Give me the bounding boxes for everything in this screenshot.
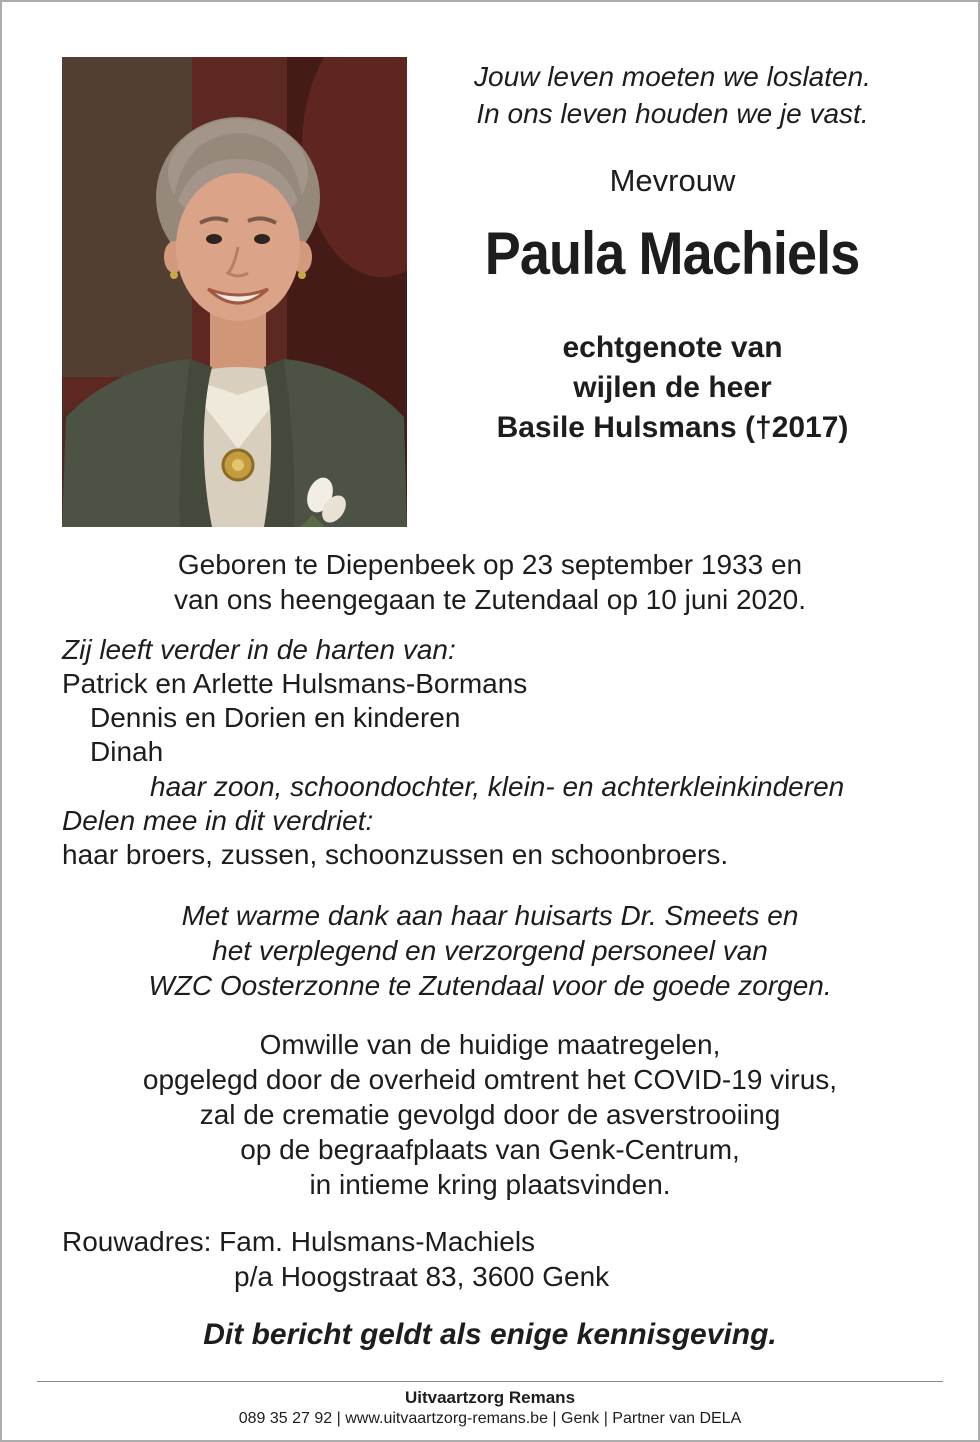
family-section [62,633,938,872]
address-line-1: Rouwadres: Fam. Hulsmans-Machiels [62,1226,536,1258]
thanks-line-3: WZC Oosterzonne te Zutendaal voor de goede zorgen. [148,970,832,1002]
covid-line-3: zal de crematie gevolgd door de asverstrooiing [199,1099,781,1131]
mourning-address [62,1224,938,1294]
footer [37,1381,943,1428]
covid-line-5: in intieme kring plaatsvinden. [309,1169,671,1201]
portrait-illustration [62,57,407,527]
closing-statement: Dit bericht geldt als enige kennisgeving. [203,1318,777,1352]
family-line-2: Dennis en Dorien en kinderen [90,702,461,734]
spouse-line-3: Basile Hulsmans (†2017) [496,410,849,444]
funeral-home-name: Uitvaartzorg Remans [404,1388,576,1407]
spouse-line-1: echtgenote van [562,330,783,364]
thanks-line-2: het verplegend en verzorgend personeel van [212,935,768,967]
spouse-block [407,328,938,448]
thanks-line-1: Met warme dank aan haar huisarts Dr. Smeets en [181,900,799,932]
family-line-3: Dinah [90,736,164,768]
covid-line-2: opgelegd door de overheid omtrent het COVID-19 virus, [142,1064,838,1096]
deceased-name [407,219,938,288]
deceased-name-text: Paula Machiels [485,219,860,287]
epigraph [407,59,938,133]
life-dates [42,547,938,617]
epigraph-line-2: In ons leven houden we je vast. [476,97,869,129]
epigraph-line-1: Jouw leven moeten we loslaten. [474,61,871,92]
family-line-1: Patrick en Arlette Hulsmans-Bormans [62,668,528,700]
covid-notice [42,1027,938,1202]
grief-line: haar broers, zussen, schoonzussen en schoonbroers. [62,838,729,870]
covid-line-4: op de begraafplaats van Genk-Centrum, [240,1134,740,1166]
portrait-photo [62,57,407,527]
grief-intro: Delen mee in dit verdriet: [62,804,374,836]
funeral-home-contact: 089 35 27 92 | www.uitvaartzorg-remans.be | Genk | Partner van DELA [238,1410,742,1427]
header-text-column [407,57,938,527]
address-line-2: p/a Hoogstraat 83, 3600 Genk [234,1261,610,1293]
life-line-2: van ons heengegaan te Zutendaal op 10 juni 2020. [173,584,807,615]
covid-line-1: Omwille van de huidige maatregelen, [259,1029,721,1061]
thanks-section [42,898,938,1003]
spouse-line-2: wijlen de heer [573,370,772,404]
header-section [42,2,938,527]
family-intro: Zij leeft verder in de harten van: [62,634,456,665]
salutation: Mevrouw [609,162,736,198]
life-line-1: Geboren te Diepenbeek op 23 september 1933 en [177,549,803,580]
family-line-4: haar zoon, schoondochter, klein- en achterkleinkinderen [150,770,845,802]
